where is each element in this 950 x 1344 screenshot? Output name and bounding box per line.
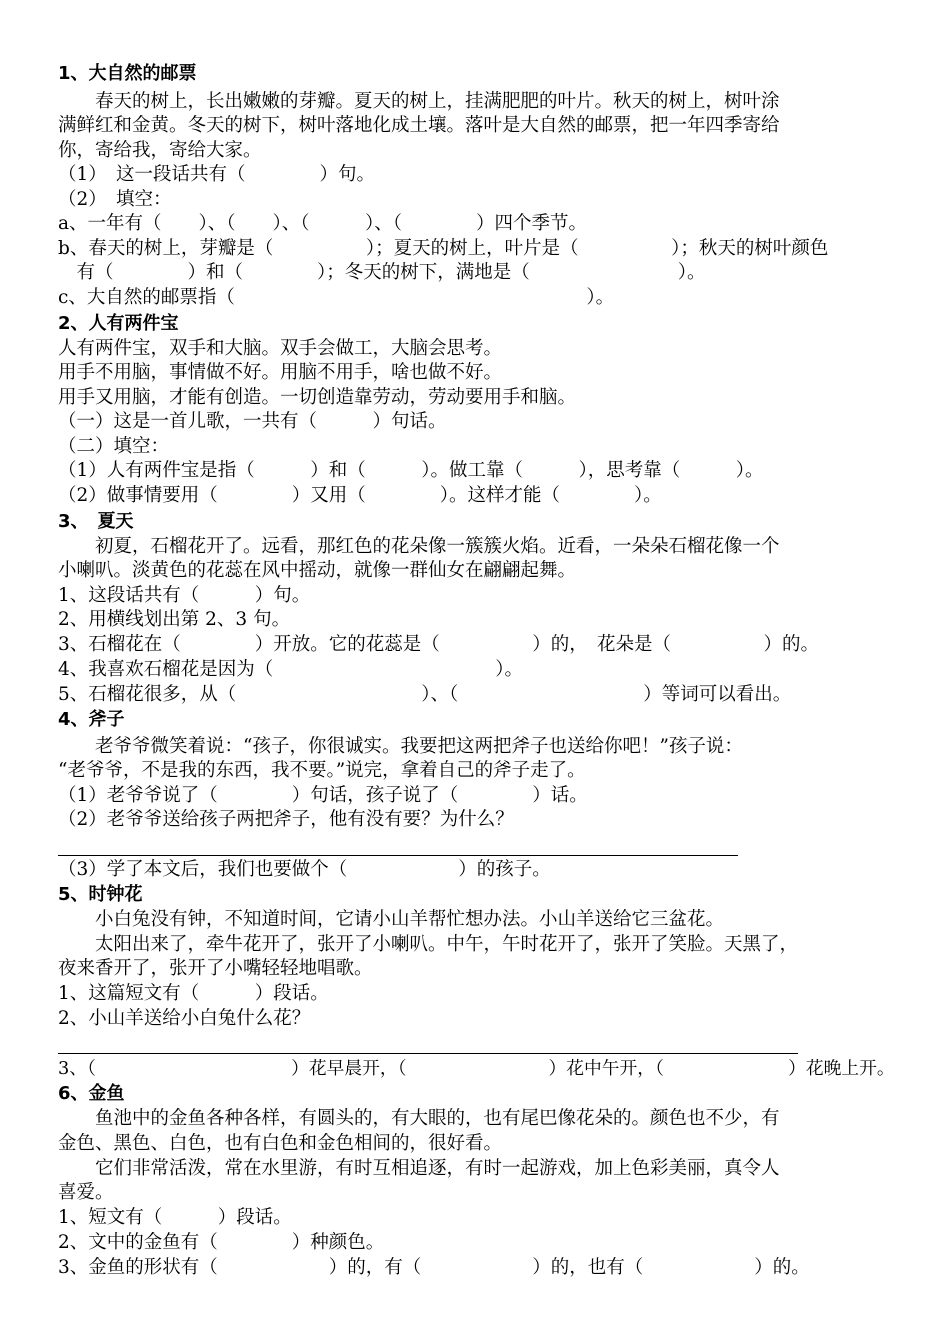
question-line: c、大自然的邮票指（ ）。 xyxy=(58,287,615,308)
paragraph-line: 喜爱。 xyxy=(58,1182,114,1203)
section-title: 6、金鱼 xyxy=(58,1083,125,1104)
paragraph-line: 用手又用脑，才能有创造。一切创造靠劳动，劳动要用手和脑。 xyxy=(58,387,577,408)
paragraph-line: 太阳出来了，牵牛花开了，张开了小喇叭。中午，午时花开了，张开了笑脸。天黑了， xyxy=(58,934,799,955)
question-line: 1、短文有（ ）段话。 xyxy=(58,1207,292,1228)
question-line: （2） 填空： xyxy=(58,189,172,210)
section-title: 3、 夏天 xyxy=(58,511,134,532)
question-line: 3、石榴花在（ ）开放。它的花蕊是（ ）的， 花朵是（ ）的。 xyxy=(58,634,820,655)
question-line: a、一年有（ ）、（ ）、（ ）、（ ）四个季节。 xyxy=(58,213,588,234)
section-title: 2、人有两件宝 xyxy=(58,313,179,334)
paragraph-line: 小喇叭。淡黄色的花蕊在风中摇动，就像一群仙女在翩翩起舞。 xyxy=(58,560,577,581)
question-line: （2）做事情要用（ ）又用（ ）。这样才能（ ）。 xyxy=(58,485,662,506)
answer-line xyxy=(58,1053,798,1054)
question-line: （1）人有两件宝是指（ ）和（ ）。做工靠（ ），思考靠（ ）。 xyxy=(58,460,764,481)
section-title: 4、斧子 xyxy=(58,709,125,730)
question-line: 2、小山羊送给小白兔什么花？ xyxy=(58,1008,311,1029)
answer-line xyxy=(58,855,738,856)
question-line: （1） 这一段话共有（ ）句。 xyxy=(58,164,376,185)
paragraph-line: 用手不用脑，事情做不好。用脑不用手，啥也做不好。 xyxy=(58,362,503,383)
question-line: 有（ ）和（ ）；冬天的树下，满地是（ ）。 xyxy=(58,262,706,283)
question-line: （一）这是一首儿歌，一共有（ ）句话。 xyxy=(58,411,447,432)
question-line: 1、这段话共有（ ）句。 xyxy=(58,585,311,606)
question-line: b、春天的树上，芽瓣是（ ）；夏天的树上，叶片是（ ）；秋天的树叶颜色 xyxy=(58,238,829,259)
paragraph-line: 满鲜红和金黄。冬天的树下，树叶落地化成土壤。落叶是大自然的邮票，把一年四季寄给 xyxy=(58,115,780,136)
paragraph-line: 小白兔没有钟，不知道时间，它请小山羊帮忙想办法。小山羊送给它三盆花。 xyxy=(58,909,725,930)
question-line: （3）学了本文后，我们也要做个（ ）的孩子。 xyxy=(58,859,551,880)
question-line: （1）老爷爷说了（ ）句话，孩子说了（ ）话。 xyxy=(58,785,588,806)
question-line: 4、我喜欢石榴花是因为（ ）。 xyxy=(58,659,524,680)
question-line: （二）填空： xyxy=(58,436,170,457)
paragraph-line: 老爷爷微笑着说：“孩子，你很诚实。我要把这两把斧子也送给你吧！”孩子说： xyxy=(58,736,743,757)
paragraph-line: 鱼池中的金鱼各种各样，有圆头的，有大眼的，也有尾巴像花朵的。颜色也不少，有 xyxy=(58,1108,780,1129)
paragraph-line: 初夏，石榴花开了。远看，那红色的花朵像一簇簇火焰。近看，一朵朵石榴花像一个 xyxy=(58,536,780,557)
question-line: 5、石榴花很多，从（ ）、（ ）等词可以看出。 xyxy=(58,684,792,705)
paragraph-line: 它们非常活泼，常在水里游，有时互相追逐，有时一起游戏，加上色彩美丽，真令人 xyxy=(58,1158,780,1179)
paragraph-line: 金色、黑色、白色，也有白色和金色相间的，很好看。 xyxy=(58,1133,503,1154)
section-title: 5、时钟花 xyxy=(58,884,143,905)
paragraph-line: 你，寄给我，寄给大家。 xyxy=(58,140,262,161)
question-line: （2）老爷爷送给孩子两把斧子，他有没有要？为什么？ xyxy=(58,809,514,830)
paragraph-line: “老爷爷，不是我的东西，我不要。”说完，拿着自己的斧子走了。 xyxy=(58,760,586,781)
question-line: 2、用横线划出第 2、3 句。 xyxy=(58,609,291,630)
paragraph-line: 人有两件宝，双手和大脑。双手会做工，大脑会思考。 xyxy=(58,338,503,359)
paragraph-line: 夜来香开了，张开了小嘴轻轻地唱歌。 xyxy=(58,958,373,979)
question-line: 3、（ ）花早晨开，（ ）花中午开，（ ）花晚上开。 xyxy=(58,1059,895,1079)
question-line: 2、文中的金鱼有（ ）种颜色。 xyxy=(58,1232,385,1253)
paragraph-line: 春天的树上，长出嫩嫩的芽瓣。夏天的树上，挂满肥肥的叶片。秋天的树上，树叶涂 xyxy=(58,91,780,112)
question-line: 3、金鱼的形状有（ ）的，有（ ）的，也有（ ）的。 xyxy=(58,1257,810,1278)
section-title: 1、大自然的邮票 xyxy=(58,63,197,84)
question-line: 1、这篇短文有（ ）段话。 xyxy=(58,983,329,1004)
